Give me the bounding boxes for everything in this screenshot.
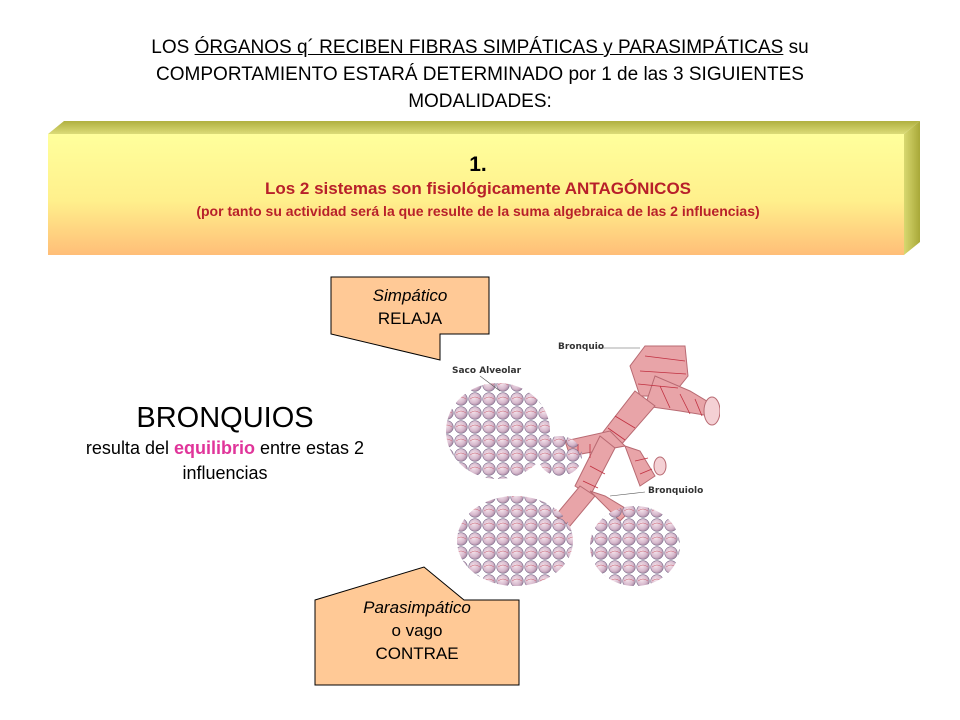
banner-main-text: Los 2 sistemas son fisiológicamente ANTAGÓNICOS <box>264 179 692 198</box>
modality-banner <box>48 118 920 258</box>
title-line-1 <box>40 34 920 61</box>
title-line-2: COMPORTAMIENTO ESTARÁ DETERMINADO por 1 de las 3 SIGUIENTES <box>156 64 804 85</box>
slide-title <box>40 34 920 115</box>
bronchi-description-line2: influencias <box>182 463 268 483</box>
label-saco-alveolar: Saco Alveolar <box>452 366 522 376</box>
banner-number: 1. <box>469 153 487 176</box>
bronchi-desc-middle: entre estas 2 <box>254 438 365 458</box>
label-bronquiolo: Bronquiolo <box>648 486 704 496</box>
bronchi-desc-highlight: equilibrio <box>173 438 255 458</box>
label-bronquio: Bronquio <box>558 342 605 352</box>
bronchi-illustration <box>440 336 720 586</box>
bronchi-title: BRONQUIOS <box>136 402 314 434</box>
bronchi-description <box>30 436 420 461</box>
parasympathetic-label: Parasimpático <box>363 598 471 617</box>
banner-sub-text: (por tanto su actividad será la que resulte de la suma algebraica de las 2 influencias) <box>196 203 760 219</box>
sympathetic-action: RELAJA <box>377 309 443 328</box>
banner-text <box>48 152 908 222</box>
banner-top-bevel <box>48 121 920 134</box>
sympathetic-text <box>330 284 490 330</box>
parasympathetic-text <box>314 596 520 665</box>
bronchi-desc-start: resulta del <box>85 438 174 458</box>
title-text-start: LOS <box>151 37 195 58</box>
sympathetic-callout <box>330 276 490 362</box>
bronchi-text-block <box>30 400 420 486</box>
parasympathetic-action: CONTRAE <box>375 644 459 663</box>
title-line-3: MODALIDADES: <box>408 91 552 112</box>
parasympathetic-callout <box>314 566 520 686</box>
title-underlined-text: ÓRGANOS q´ RECIBEN FIBRAS SIMPÁTICAS y PARASIMPÁTICAS <box>194 37 784 58</box>
title-text-end: su <box>783 37 809 58</box>
parasympathetic-line2: o vago <box>391 621 443 640</box>
sympathetic-label: Simpático <box>372 286 448 305</box>
